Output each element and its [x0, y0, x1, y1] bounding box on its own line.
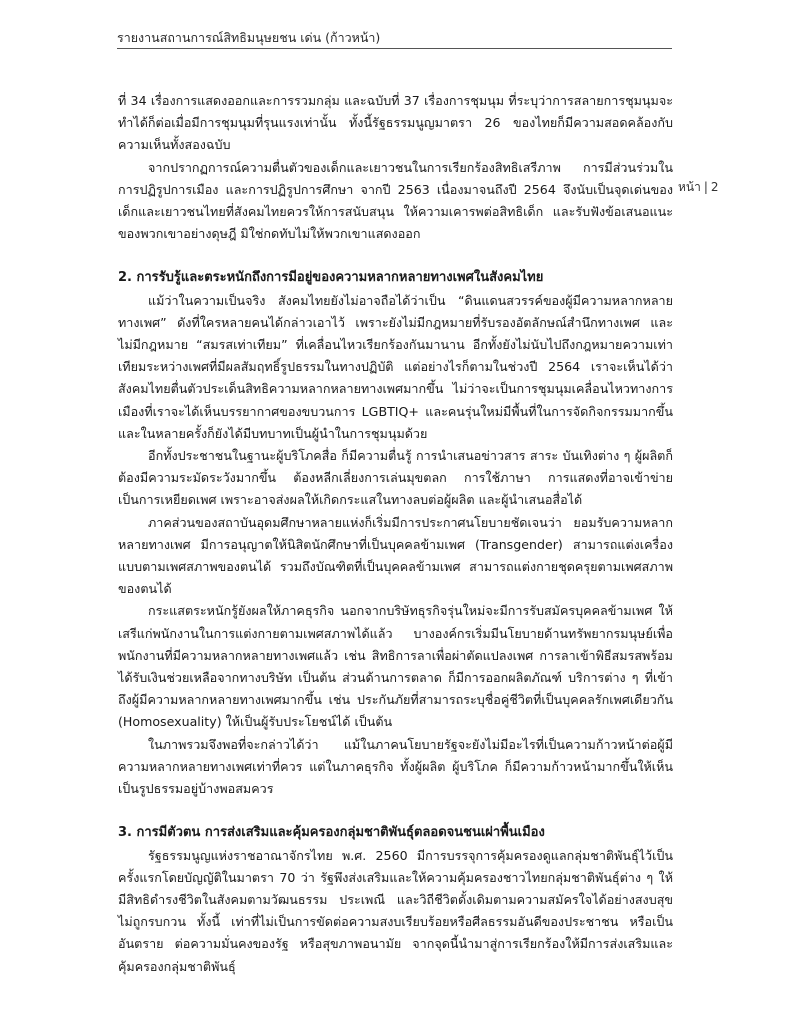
spacer	[118, 245, 673, 267]
spacer	[118, 800, 673, 822]
paragraph: รัฐธรรมนูญแห่งราชอาณาจักรไทย พ.ศ. 2560 มีการบรรจุการคุ้มครองดูแลกลุ่มชาติพันธุ์ไว้เป็นครั้งแรกโดยบัญญัติในมาตรา 70 ว่า รัฐพึงส่งเสริมและให้ความคุ้มครองชาวไทยกลุ่มชาติพันธุ์ต่าง ๆ ให้มีสิทธิดำรงชีวิตในสังคมตามวัฒนธรรม ประเพณี และวิถีชีวิตดั้งเดิมตามความสมัครใจได้อย่างสงบสุข ไม่ถูกรบกวน ทั้งนี้ เท่าที่ไม่เป็นการขัดต่อความสงบเรียบร้อยหรือศีลธรรมอันดีของประชาชน หรือเป็นอันตราย ต่อความมั่นคงของรัฐ หรือสุขภาพอนามัย จากจุดนี้นำมาสู่การเรียกร้องให้มีการส่งเสริมและคุ้มครองกลุ่มชาติพันธุ์	[118, 847, 673, 974]
paragraph: ที่ 34 เรื่องการแสดงออกและการรวมกลุ่ม และฉบับที่ 37 เรื่องการชุมนุม ที่ระบุว่าการสลายการชุมนุมจะทำได้ก็ต่อเมื่อมีการชุมนุมที่รุนแรงเท่านั้น ทั้งนี้รัฐธรรมนูญมาตรา 26 ของไทยก็มีความสอดคล้องกับความเห็นทั้งสองฉบับ	[118, 93, 673, 153]
paragraph: แม้ว่าในความเป็นจริง สังคมไทยยังไม่อาจถือได้ว่าเป็น “ดินแดนสวรรค์ของผู้มีความหลากหลายทางเพศ” ดังที่ใครหลายคนได้กล่าวเอาไว้ เพราะยังไม่มีกฎหมายที่รับรองอัตลักษณ์สำนึกทางเพศ และไม่มีกฎหมาย “สมรสเท่าเทียม” ที่เคลื่อนไหวเรียกร้องกันมานาน อีกทั้งยังไม่นับไปถึงกฎหมายความเท่าเทียมระหว่างเพศที่มีผลสัมฤทธิ์รูปธรรมในทางปฏิบัติ แต่อย่างไรก็ตามในช่วงปี 2564 เราจะเห็นได้ว่า สังคมไทยตื่นตัวประเด็นสิทธิความหลากหลายทางเพศมากขึ้น ไม่ว่าจะเป็นการชุมนุมเคลื่อนไหวทางการเมืองที่เราจะได้เห็นบรรยากาศของขบวนการ LGBTIQ+ และคนรุ่นใหม่มีพื้นที่ในการจัดกิจกรรมมากขึ้น และในหลายครั้งก็ยังได้มีบทบาทเป็นผู้นำในการชุมนุมด้วย	[118, 292, 673, 441]
page-number-label: หน้า	[678, 180, 701, 194]
page-number-value: 2	[710, 180, 719, 194]
section-heading: 3. การมีตัวตน การส่งเสริมและคุ้มครองกลุ่มชาติพันธุ์ตลอดจนชนเผ่าพื้นเมือง	[118, 825, 545, 841]
header-rule	[117, 48, 672, 49]
running-header: รายงานสถานการณ์สิทธิมนุษยชน เด่น (ก้าวหน้า)	[117, 30, 381, 45]
document-body	[118, 90, 673, 978]
page-number-separator: |	[703, 180, 708, 194]
paragraph: ภาคส่วนของสถาบันอุดมศึกษาหลายแห่งก็เริ่มมีการประกาศนโยบายชัดเจนว่า ยอมรับความหลากหลายทางเพศ มีการอนุญาตให้นิสิตนักศึกษาที่เป็นบุคคลข้ามเพศ (Transgender) สามารถแต่งเครื่องแบบตามเพศสภาพของตนได้ รวมถึงบัณฑิตที่เป็นบุคคลข้ามเพศ สามารถแต่งกายชุดครุยตามเพศสภาพของตนได้	[118, 514, 673, 597]
paragraph: ในภาพรวมจึงพอที่จะกล่าวได้ว่า แม้ในภาคนโยบายรัฐจะยังไม่มีอะไรที่เป็นความก้าวหน้าต่อผู้มีความหลากหลายทางเพศเท่าที่ควร แต่ในภาคธุรกิจ ทั้งผู้ผลิต ผู้บริโภค ก็มีความก้าวหน้ามากขึ้นให้เห็นเป็นรูปธรรมอยู่บ้างพอสมควร	[118, 736, 673, 797]
paragraph: กระแสตระหนักรู้ยังผลให้ภาคธุรกิจ นอกจากบริษัทธุรกิจรุ่นใหม่จะมีการรับสมัครบุคคลข้ามเพศ ให้เสรีแก่พนักงานในการแต่งกายตามเพศสภาพได้แล้ว บางองค์กรเริ่มมีนโยบายด้านทรัพยากรมนุษย์เพื่อพนักงานที่มีความหลากหลายทางเพศแล้ว เช่น สิทธิการลาเพื่อผ่าตัดแปลงเพศ การลาเข้าพิธีสมรสพร้อมได้รับเงินช่วยเหลือจากทางบริษัท เป็นต้น ส่วนด้านการตลาด ก็มีการออกผลิตภัณฑ์ บริการต่าง ๆ ที่เข้าถึงผู้มีความหลากหลายทางเพศมากขึ้น เช่น ประกันภัยที่สามารถระบุชื่อคู่ชีวิตที่เป็นบุคคลรักเพศเดียวกัน (Homosexuality) ให้เป็นผู้รับประโยชน์ได้ เป็นต้น	[118, 603, 673, 730]
section-heading: 2. การรับรู้และตระหนักถึงการมีอยู่ของความหลากหลายทางเพศในสังคมไทย	[118, 270, 544, 286]
paragraph: อีกทั้งประชาชนในฐานะผู้บริโภคสื่อ ก็มีความตื่นรู้ การนำเสนอข่าวสาร สาระ บันเทิงต่าง ๆ ผู้ผลิตก็ต้องมีความระมัดระวังมากขึ้น ต้องหลีกเลี่ยงการเล่นมุขตลก การใช้ภาษา การแสดงที่อาจเข้าข่ายเป็นการเหยียดเพศ เพราะอาจส่งผลให้เกิดกระแสในทางลบต่อผู้ผลิต และผู้นำเสนอสื่อได้	[118, 448, 673, 508]
page-number	[678, 178, 719, 197]
paragraph: จากปรากฏการณ์ความตื่นตัวของเด็กและเยาวชนในการเรียกร้องสิทธิเสรีภาพ การมีส่วนร่วมในการปฏิรูปการเมือง และการปฏิรูปการศึกษา จากปี 2563 เนื่องมาจนถึงปี 2564 จึงนับเป็นจุดเด่นของเด็กและเยาวชนไทยที่สังคมไทยควรให้การสนับสนุน ให้ความเคารพต่อสิทธิเด็ก และรับฟังข้อเสนอแนะของพวกเขาอย่างดุษฎี มิใช่กดทับไม่ให้พวกเขาแสดงออก	[118, 159, 673, 242]
